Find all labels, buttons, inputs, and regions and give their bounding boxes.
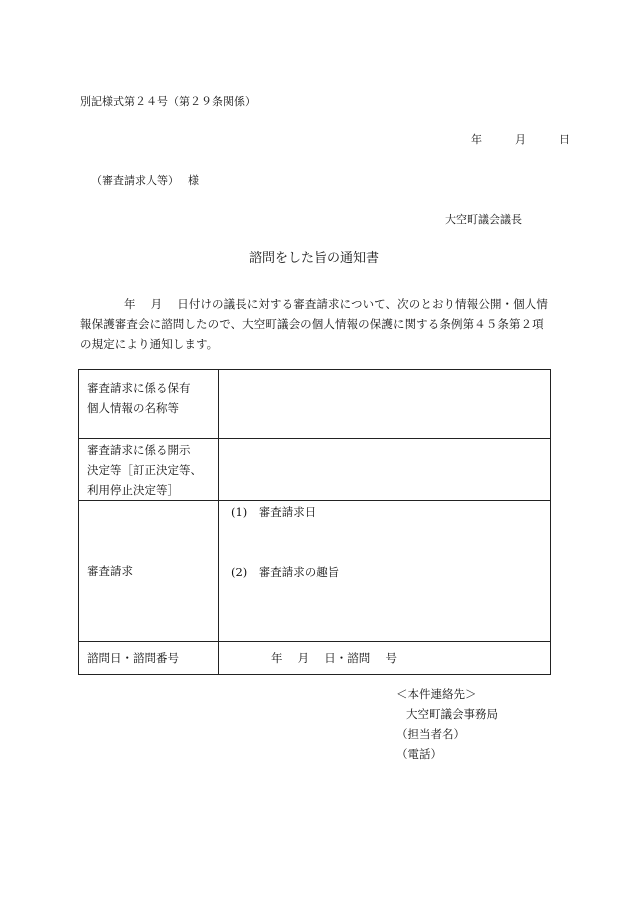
consult-date-number: 年 月 日・諮問 号: [271, 651, 397, 665]
row1-label-line2: 個人情報の名称等: [87, 401, 179, 415]
row3-value: [219, 501, 551, 642]
contact-office: 大空町議会事務局: [406, 707, 498, 721]
row4-label: 諮問日・諮問番号: [79, 642, 219, 675]
table-row: [79, 501, 551, 642]
contact-heading: ＜本件連絡先＞: [396, 687, 477, 701]
row4-value: [219, 642, 551, 675]
body-date-year: 年: [124, 297, 136, 311]
request-table: [78, 369, 551, 675]
document-title: 諮問をした旨の通知書: [249, 251, 380, 266]
row2-value: [219, 439, 551, 501]
addressee: （審査請求人等） 様: [91, 174, 199, 187]
contact-block: [396, 684, 498, 764]
request-purpose-item: (2) 審査請求の趣旨: [231, 565, 340, 579]
row2-label: [79, 439, 219, 501]
contact-phone: （電話）: [396, 747, 442, 761]
form-number: 別記様式第２４号（第２９条関係）: [80, 95, 256, 108]
sender: 大空町議会議長: [445, 213, 522, 226]
contact-person: （担当者名）: [396, 727, 465, 741]
table-row: [79, 370, 551, 439]
body-date-month: 月: [150, 297, 163, 311]
row2-label-line3: 利用停止決定等］: [87, 483, 179, 497]
row3-label: 審査請求: [79, 501, 219, 642]
date-month: 月: [515, 133, 526, 146]
date-year: 年: [471, 133, 482, 146]
body-text: 日付けの議長に対する審査請求について、次のとおり情報公開・個人情報保護審査会に諮問したので、大空町議会の個人情報の保護に関する条例第４５条第２項の規定により通知します。: [80, 297, 548, 351]
row2-label-line1: 審査請求に係る開示: [87, 443, 191, 457]
date-line: [471, 133, 570, 147]
row1-value: [219, 370, 551, 439]
table-row: [79, 642, 551, 675]
table-row: [79, 439, 551, 501]
request-date-item: (1) 審査請求日: [231, 505, 317, 519]
body-paragraph: [80, 294, 554, 354]
row2-label-line2: 決定等［訂正決定等、: [87, 463, 202, 477]
date-day: 日: [559, 133, 570, 146]
row1-label-line1: 審査請求に係る保有: [87, 381, 191, 395]
row1-label: [79, 370, 219, 439]
